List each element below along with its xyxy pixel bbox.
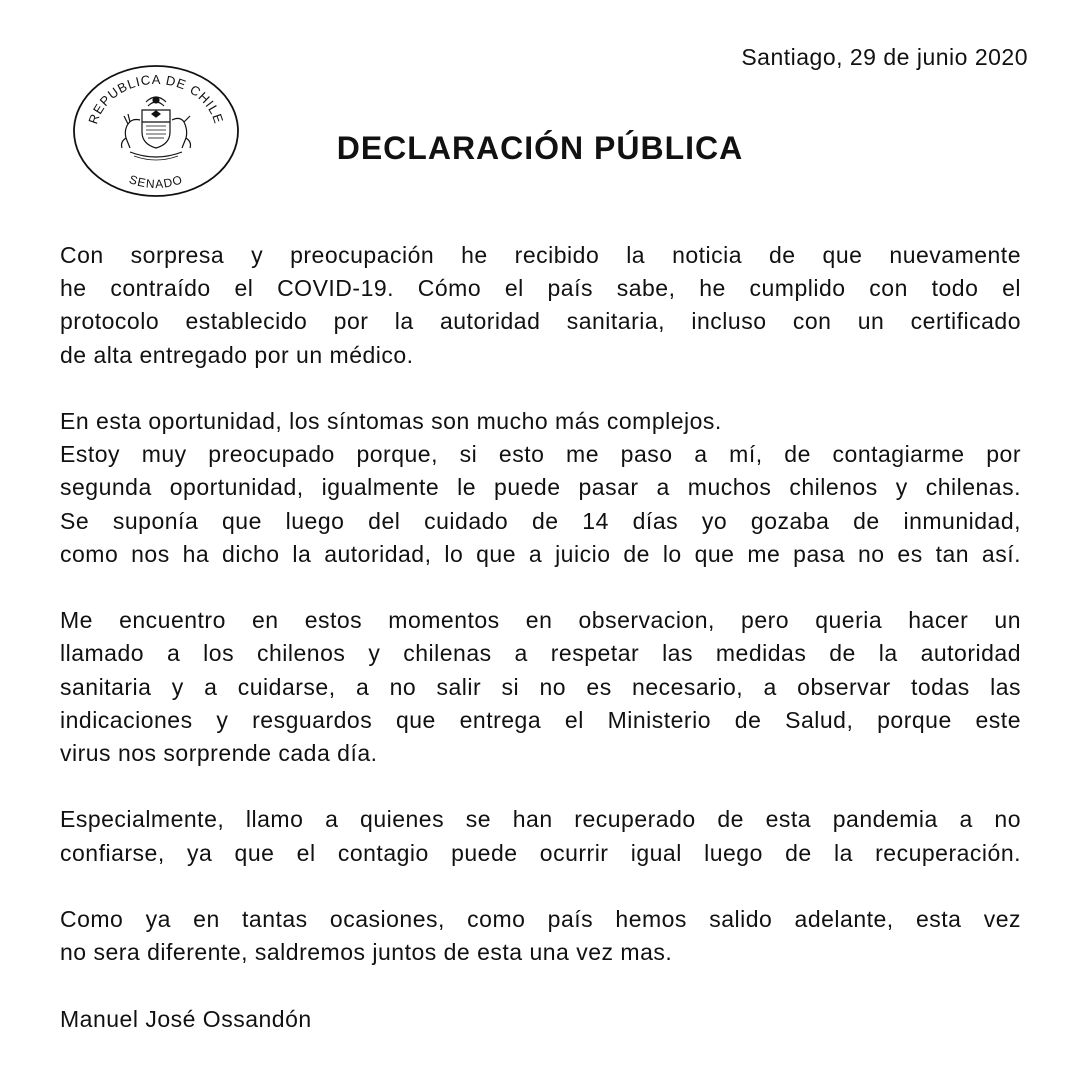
text-line: he contraído el COVID-19. Cómo el país sabe, he cumplido con todo el <box>60 275 1021 302</box>
paragraph <box>60 604 1021 770</box>
paragraph-spacer <box>60 870 1021 903</box>
text-line: virus nos sorprende cada día. <box>60 740 378 767</box>
paragraph-spacer <box>60 969 1021 1002</box>
paragraph <box>60 405 1021 571</box>
text-line: Estoy muy preocupado porque, si esto me paso a mí, de contagiarme por <box>60 441 1021 468</box>
text-line: Se suponía que luego del cuidado de 14 días yo gozaba de inmunidad, <box>60 507 1021 534</box>
statement-body <box>60 239 1021 1036</box>
text-line: protocolo establecido por la autoridad sanitaria, incluso con un certificado <box>60 308 1021 335</box>
text-line: segunda oportunidad, igualmente le puede pasar a muchos chilenos y chilenas. <box>60 474 1021 501</box>
seal-bottom-text: SENADO <box>127 172 185 192</box>
seal-emblem-icon <box>72 64 240 198</box>
coat-of-arms-icon <box>122 97 191 160</box>
paragraph <box>60 903 1021 969</box>
text-line: Especialmente, llamo a quienes se han recuperado de esta pandemia a no <box>60 806 1021 833</box>
text-line: no sera diferente, saldremos juntos de esta una vez mas. <box>60 939 673 966</box>
text-line: Como ya en tantas ocasiones, como país hemos salido adelante, esta vez <box>60 906 1021 932</box>
text-line: En esta oportunidad, los síntomas son mucho más complejos. <box>60 408 722 434</box>
text-line: Me encuentro en estos momentos en observacion, pero queria hacer un <box>60 607 1021 634</box>
text-line: de alta entregado por un médico. <box>60 341 414 368</box>
signature: Manuel José Ossandón <box>60 1005 312 1032</box>
paragraph <box>60 239 1021 372</box>
seal-top-text: REPUBLICA DE CHILE <box>85 71 227 126</box>
text-line: como nos ha dicho la autoridad, lo que a juicio de lo que me pasa no es tan así. <box>60 540 1021 567</box>
paragraph <box>60 803 1021 869</box>
text-line: indicaciones y resguardos que entrega el Ministerio de Salud, porque este <box>60 706 1021 733</box>
svg-text:SENADO <box>127 172 184 191</box>
text-line: llamado a los chilenos y chilenas a respetar las medidas de la autoridad <box>60 640 1021 667</box>
senado-seal-logo <box>72 64 240 198</box>
document-title: DECLARACIÓN PÚBLICA <box>336 130 744 166</box>
document-date: Santiago, 29 de junio 2020 <box>741 44 1028 70</box>
paragraph-spacer <box>60 571 1021 604</box>
text-line: sanitaria y a cuidarse, a no salir si no es necesario, a observar todas las <box>60 673 1021 700</box>
paragraph-spacer <box>60 770 1021 803</box>
paragraph-spacer <box>60 372 1021 405</box>
text-line: Con sorpresa y preocupación he recibido la noticia de que nuevamente <box>60 242 1021 268</box>
text-line: confiarse, ya que el contagio puede ocurrir igual luego de la recuperación. <box>60 839 1021 866</box>
